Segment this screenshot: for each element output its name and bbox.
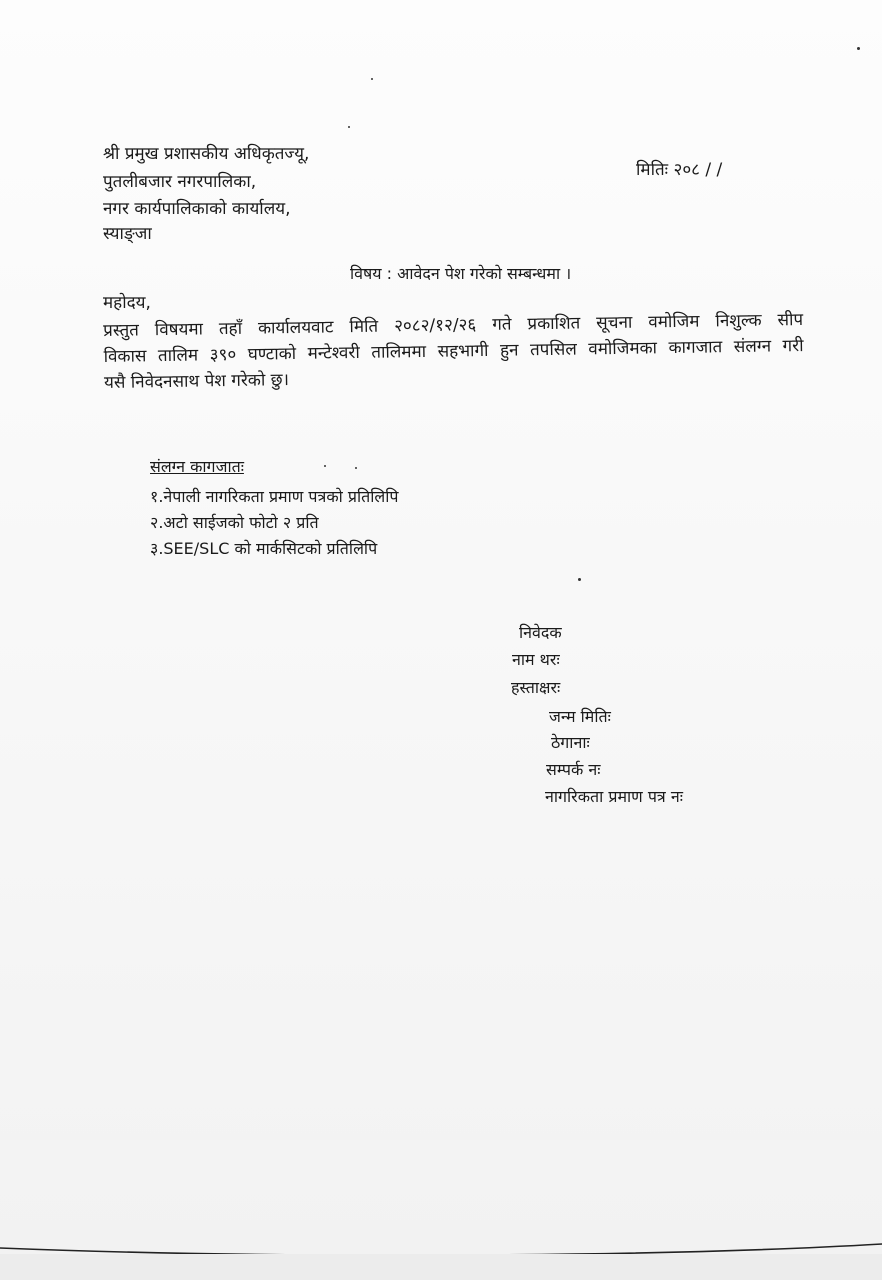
applicant-name-label: नाम थरः [512, 650, 560, 669]
scan-speck [324, 465, 326, 467]
attachments-heading: संलग्न कागजातः [150, 457, 244, 476]
scan-speck [348, 126, 350, 128]
applicant-citizenship-label: नागरिकता प्रमाण पत्र नः [545, 787, 683, 806]
applicant-dob-label: जन्म मितिः [549, 707, 611, 726]
body-line-2: विकास तालिम ३९० घण्टाको मन्टेश्वरी तालिममा सहभागी हुन तपसिल वमोजिमका कागजात संलग्न गरी [103, 336, 804, 367]
body-line-3: यसै निवेदनसाथ पेश गरेको छु। [103, 370, 290, 393]
scan-speck [355, 467, 357, 469]
recipient-line-1: श्री प्रमुख प्रशासकीय अधिकृतज्यू, [103, 144, 310, 164]
attachment-item-1: १.नेपाली नागरिकता प्रमाण पत्रको प्रतिलिपि [150, 487, 399, 506]
attachment-item-2: २.अटो साईजको फोटो २ प्रति [150, 513, 319, 532]
applicant-signature-label: हस्ताक्षरः [511, 678, 561, 697]
scan-speck [371, 78, 373, 80]
attachment-item-3: ३.SEE/SLC को मार्कसिटको प्रतिलिपि [150, 539, 378, 558]
recipient-line-4: स्याङ्जा [103, 224, 152, 244]
body-line-1: प्रस्तुत विषयमा तहाँ कार्यालयवाट मिति २०८२/१२/२६ गते प्रकाशित सूचना वमोजिम निशुल्क सीप [103, 310, 804, 341]
page-bottom-edge [0, 1242, 882, 1280]
letter-date: मितिः २०८ / / [636, 160, 723, 180]
recipient-line-2: पुतलीबजार नगरपालिका, [103, 172, 257, 192]
letter-subject: विषय : आवेदन पेश गरेको सम्बन्धमा । [350, 264, 572, 283]
applicant-address-label: ठेगानाः [551, 733, 590, 752]
salutation: महोदय, [103, 293, 151, 313]
scan-speck [578, 578, 581, 581]
applicant-contact-label: सम्पर्क नः [546, 760, 601, 779]
scan-speck [857, 47, 860, 50]
recipient-line-3: नगर कार्यपालिकाको कार्यालय, [103, 199, 291, 219]
body-paragraph [103, 307, 804, 396]
applicant-title: निवेदक [519, 623, 562, 642]
